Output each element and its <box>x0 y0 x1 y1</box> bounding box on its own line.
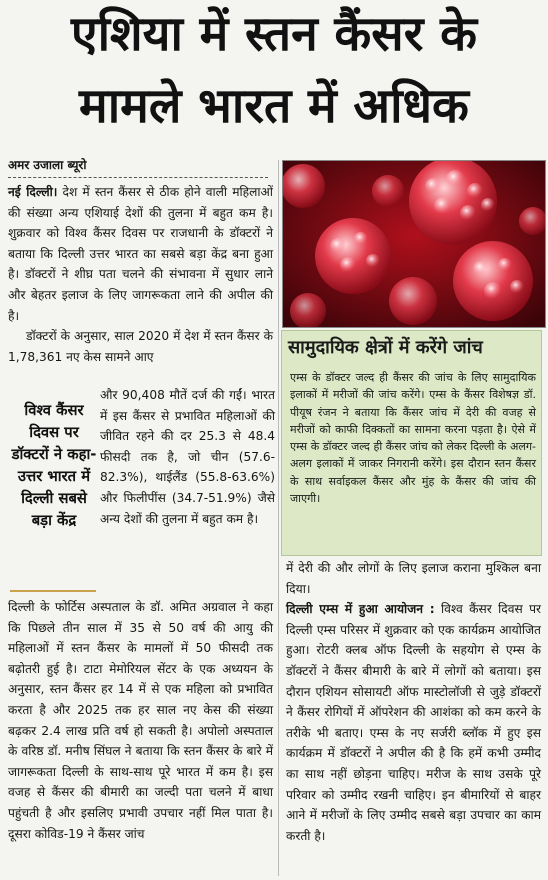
headline-line-1: एशिया में स्तन कैंसर के <box>71 6 477 62</box>
sidebar-title: सामुदायिक क्षेत्रों में करेंगे जांच <box>288 337 483 358</box>
cancer-cells-photo <box>282 160 546 328</box>
cancer-cells-illustration <box>283 161 545 327</box>
article-paragraph-6 <box>286 599 541 846</box>
article-paragraph-5: में देरी की और लोगों के लिए इलाज कराना मुश्किल बना दिया। <box>286 561 541 596</box>
subhead-aiims: दिल्ली एम्स में हुआ आयोजन : <box>286 602 435 617</box>
article-paragraph-1: देश में स्तन कैंसर से ठीक होने वाली महिलाओं की संख्या अन्य एशियाई देशों की तुलना में बहुत कम है। शुक्रवार को विश्व कैंसर दिवस पर राजधानी के डॉक्टरों ने बताया कि दिल्ली उत्तर भारत का सबसे बड़ा केंद्र बना हुआ है। डॉक्टरों ने शीघ्र पता चलने की संभावना में सुधार लाने और बेहतर इलाज के लिए जागरूकता लाने की अपील की है। <box>8 185 273 323</box>
byline-divider <box>8 177 268 178</box>
article-paragraph-2: डॉक्टरों के अनुसार, साल 2020 में देश में स्तन कैंसर के 1,78,361 नए केस सामने आए <box>8 329 273 364</box>
article-paragraph-4: दिल्ली के फोर्टिस अस्पताल के डॉ. अमित अग्रवाल ने कहा कि पिछले तीन साल में 35 से 50 वर्ष की आयु की महिलाओं में स्तन कैंसर के मामलों में 50 फीसदी तक बढ़ोतरी हुई है। टाटा मेमोरियल सेंटर के एक अध्ययन के अनुसार, स्तन कैंसर हर 14 में से एक महिला को प्रभावित करता है और 2025 तक हर साल नए केस की संख्या बढ़कर 2.4 लाख प्रति वर्ष हो सकती है। अपोलो अस्पताल के वरिष्ठ डॉ. मनीष सिंघल ने बताया कि स्तन कैंसर के बारे में जागरूकता दिल्ली के साथ-साथ पूरे भारत में कम है। इस वजह से कैंसर की बीमारी का जल्दी पता चलने में बाधा पहुंचती है और इसलिए प्रभावी उपचार नहीं मिल पाता है। दूसरा कोविड-19 ने कैंसर जांच <box>8 600 273 841</box>
sidebar-box <box>281 330 542 556</box>
pull-quote: विश्व कैंसर दिवस पर डॉक्टरों ने कहा- उत्तर भारत में दिल्ली सबसे बड़ा केंद्र <box>11 402 97 529</box>
headline-line-2: मामले भारत में अधिक <box>79 78 469 134</box>
article-paragraph-3: और 90,408 मौतें दर्ज की गईं। भारत में इस कैंसर से प्रभावित महिलाओं की जीवित रहने की दर 25.3 से 48.4 फीसदी तक है, जो चीन (57.6-82.3%), थाईलैंड (55.8-63.6%) और फिलीपींस (34.7-51.9%) जैसे अन्य देशों की तुलना में बहुत कम है। <box>100 388 275 526</box>
byline: अमर उजाला ब्यूरो <box>8 158 87 172</box>
article-continuation <box>286 558 541 846</box>
column-divider <box>278 160 279 876</box>
pull-quote-divider <box>10 590 96 592</box>
dateline: नई दिल्ली। <box>8 185 58 199</box>
article-intro <box>8 182 273 367</box>
sidebar-text: एम्स के डॉक्टर जल्द ही कैंसर की जांच के लिए सामुदायिक इलाकों में मरीजों की जांच करेंगे। एम्स के कैंसर विशेषज्ञ डॉ. पीयूष रंजन ने बताया कि कैंसर जांच में देरी की वजह से मरीजों को काफी दिक्कतों का सामना करना पड़ता है। ऐसे में एम्स के डॉक्टर जल्द ही कैंसर जांच को लेकर दिल्ली के अलग-अलग इलाकों में जाकर निगरानी करेंगे। इस दौरान स्तन कैंसर के साथ सर्वाइकल कैंसर और मुंह के कैंसर की जांच की जाएगी। <box>290 371 536 506</box>
article-paragraph-6-text: विश्व कैंसर दिवस पर दिल्ली एम्स परिसर में शुक्रवार को एक कार्यक्रम आयोजित हुआ। रोटरी क्लब ऑफ दिल्ली के सहयोग से एम्स के डॉक्टरों ने कैंसर बीमारी के बारे में लोगों को बताया। इस दौरान एशियन सोसायटी ऑफ मास्टोलॉजी से जुड़े डॉक्टरों ने कैंसर रोगियों में ऑपरेशन की आशंका को कम करने के तरीके भी बताए। एम्स के नए सर्जरी ब्लॉक में हुए इस कार्यक्रम में डॉक्टरों ने अपील की है कि हमें कभी उम्मीद का साथ नहीं छोड़ना चाहिए। मरीज के साथ उसके पूरे परिवार को उम्मीद रखनी चाहिए। इन बीमारियों से बाहर आने में मरीजों के लिए उम्मीद सबसे बड़ा उपचार का काम करती है। <box>286 602 541 843</box>
